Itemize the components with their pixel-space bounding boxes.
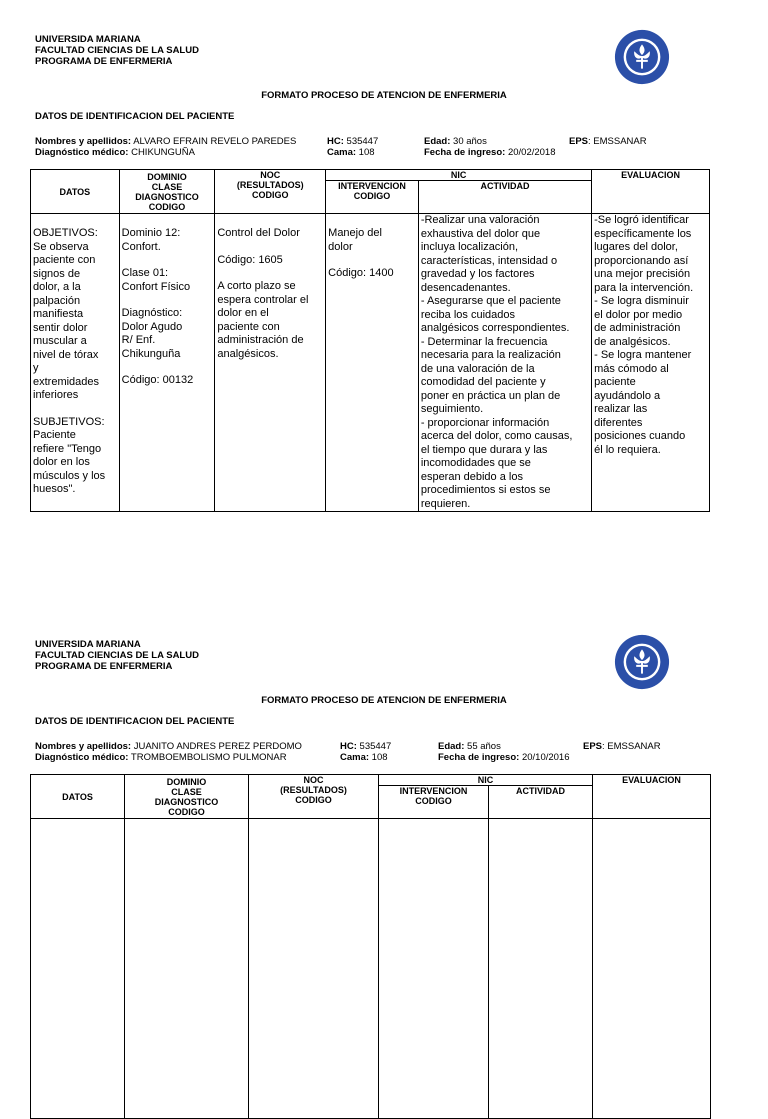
header-datos: DATOS: [31, 170, 120, 214]
header-actividad: ACTIVIDAD: [489, 786, 593, 819]
header-dominio: DOMINIO CLASE DIAGNOSTICO CODIGO: [125, 775, 249, 819]
header-noc: NOC (RESULTADOS) CODIGO: [249, 775, 379, 819]
patient-bed: Cama: 108: [327, 147, 375, 158]
intervencion-text: Manejo del dolor: [328, 227, 382, 253]
patient-eps: EPS: EMSSANAR: [583, 741, 661, 752]
cell-actividad: [418, 214, 591, 512]
admission-date: Fecha de ingreso: 20/10/2016: [438, 752, 570, 763]
patient-age: Edad: 30 años: [424, 136, 487, 147]
diagnostico-codigo: Código: 00132: [121, 374, 194, 386]
cell-dominio-empty: [125, 819, 249, 1119]
patient-bed: Cama: 108: [340, 752, 388, 763]
patient-name: Nombres y apellidos: ALVARO EFRAIN REVELO PAREDES: [35, 136, 297, 147]
faculty-name: FACULTAD CIENCIAS DE LA SALUD: [35, 650, 199, 661]
cell-evaluacion-empty: [593, 819, 711, 1119]
clase-text: Clase 01: Confort Físico: [121, 267, 191, 293]
cell-actividad-empty: [489, 819, 593, 1119]
header-dominio: DOMINIO CLASE DIAGNOSTICO CODIGO: [119, 170, 215, 214]
cell-datos: [31, 214, 120, 512]
patient-section-title: DATOS DE IDENTIFICACION DEL PACIENTE: [35, 716, 235, 727]
datos-objetivos: OBJETIVOS: Se observa paciente con signos de dolor, a la palpación manifiesta sentir dolor muscular a nivel de tórax y extremidades inferiores: [33, 227, 100, 401]
header-nic: NIC: [326, 170, 592, 181]
header-intervencion: INTERVENCION CODIGO: [326, 181, 419, 214]
institution-header: [35, 639, 199, 672]
care-process-table: [30, 774, 711, 1119]
patient-eps: EPS: EMSSANAR: [569, 136, 647, 147]
diagnostico-text: Diagnóstico: Dolor Agudo R/ Enf. Chikunguña: [121, 307, 183, 360]
form-title: FORMATO PROCESO DE ATENCION DE ENFERMERIA: [261, 90, 507, 101]
university-seal-logo: [613, 28, 671, 86]
admission-date: Fecha de ingreso: 20/02/2018: [424, 147, 556, 158]
university-seal-logo: [613, 633, 671, 691]
dominio-text: Dominio 12: Confort.: [121, 227, 181, 253]
actividad-text: -Realizar una valoración exhaustiva del dolor que incluya localización, características, intensidad o gravedad y los factores desencadenantes. - Asegurarse que el paciente reciba los cuidados analgésicos correspondientes. - Determinar la frecuencia necesaria para la realización de una valoración de la comodidad del paciente y poner en práctica un plan de seguimiento. - proporcionar información acerca del dolor, como causas, el tiempo que durara y las incomodidades que se esperan debido a los procedimientos si estos se requieren.: [420, 214, 573, 510]
cell-dominio: [119, 214, 215, 512]
noc-descripcion: A corto plazo se espera controlar el dolor en el paciente con administración de analgésicos.: [217, 280, 309, 360]
medical-diagnosis: Diagnóstico médico: TROMBOEMBOLISMO PULMONAR: [35, 752, 287, 763]
patient-age: Edad: 55 años: [438, 741, 501, 752]
university-name: UNIVERSIDA MARIANA: [35, 34, 141, 45]
header-datos: DATOS: [31, 775, 125, 819]
noc-codigo: Código: 1605: [217, 253, 283, 266]
header-intervencion: INTERVENCION CODIGO: [379, 786, 489, 819]
university-name: UNIVERSIDA MARIANA: [35, 639, 141, 650]
care-process-table: [30, 169, 710, 512]
header-evaluacion: EVALUACION: [593, 775, 711, 819]
cell-noc: [215, 214, 326, 512]
cell-noc-empty: [249, 819, 379, 1119]
header-actividad: ACTIVIDAD: [418, 181, 591, 214]
cell-datos-empty: [31, 819, 125, 1119]
program-name: PROGRAMA DE ENFERMERIA: [35, 56, 173, 67]
intervencion-codigo: Código: 1400: [328, 267, 394, 279]
evaluacion-text: -Se logró identificar específicamente los lugares del dolor, proporcionando así una mejor precisión para la intervención. - Se logra disminuir el dolor por medio de administración de analgésicos. - Se logra mantener más cómodo al paciente ayudándolo a realizar las diferentes posiciones cuando él lo requiera.: [594, 214, 694, 456]
patient-hc: HC: 535447: [340, 741, 392, 752]
faculty-name: FACULTAD CIENCIAS DE LA SALUD: [35, 45, 199, 56]
patient-section-title: DATOS DE IDENTIFICACION DEL PACIENTE: [35, 111, 235, 122]
patient-hc: HC: 535447: [327, 136, 379, 147]
header-evaluacion: EVALUACION: [592, 170, 710, 214]
cell-intervencion: [326, 214, 419, 512]
header-noc: NOC (RESULTADOS) CODIGO: [215, 170, 326, 214]
form-page-2: [0, 605, 768, 1024]
patient-name: Nombres y apellidos: JUANITO ANDRES PEREZ PERDOMO: [35, 741, 302, 752]
cell-evaluacion: [592, 214, 710, 512]
program-name: PROGRAMA DE ENFERMERIA: [35, 661, 173, 672]
medical-diagnosis: Diagnóstico médico: CHIKUNGUÑA: [35, 147, 195, 158]
cell-intervencion-empty: [379, 819, 489, 1119]
form-title: FORMATO PROCESO DE ATENCION DE ENFERMERIA: [261, 695, 507, 706]
header-nic: NIC: [379, 775, 593, 786]
datos-subjetivos: SUBJETIVOS: Paciente refiere "Tengo dolor en los músculos y los huesos".: [33, 415, 106, 495]
noc-resultado: Control del Dolor: [217, 227, 300, 239]
institution-header: [35, 34, 199, 67]
